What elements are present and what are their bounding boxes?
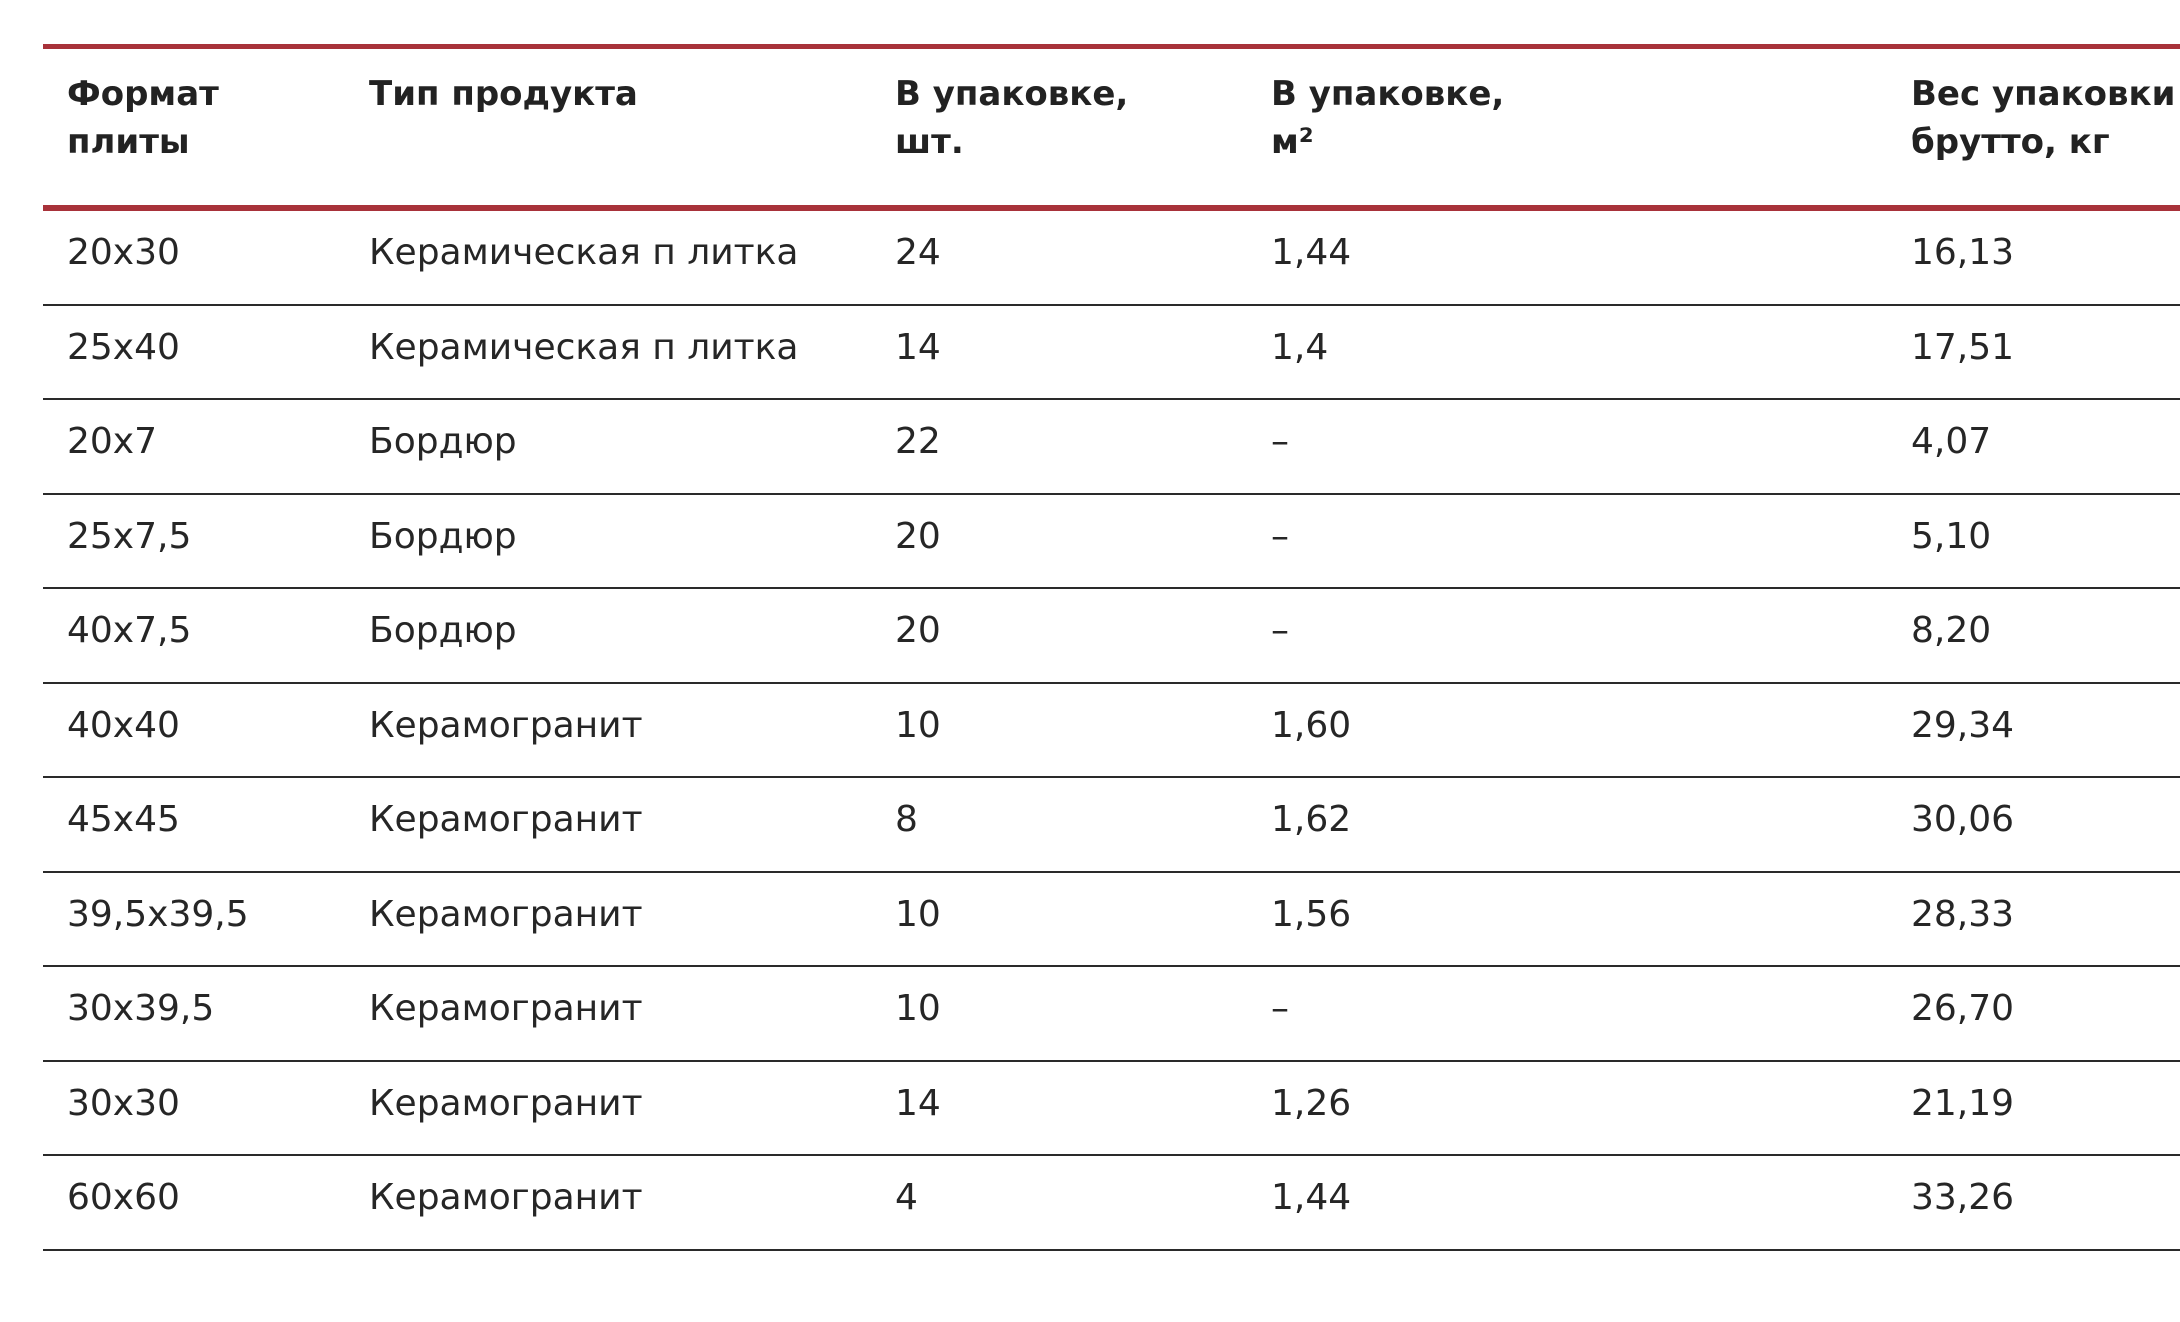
table-header-row: [43, 49, 2180, 205]
cell-product-type: Бордюр: [369, 610, 517, 651]
table-row: [43, 1062, 2180, 1157]
cell-weight: 4,07: [1911, 421, 1992, 462]
cell-product-type: Бордюр: [369, 421, 517, 462]
cell-format: 40х7,5: [67, 610, 192, 651]
cell-pieces: 14: [895, 1082, 941, 1124]
cell-format: 25х7,5: [67, 515, 192, 557]
table-row: [43, 495, 2180, 590]
cell-format: 25х40: [67, 326, 180, 368]
cell-format: 40х40: [67, 704, 180, 746]
cell-area: –: [1271, 515, 1289, 557]
cell-product-type: Бордюр: [369, 515, 517, 557]
table-row: [43, 778, 2180, 873]
cell-product-type: Керамогранит: [369, 893, 643, 935]
table-row: [43, 684, 2180, 779]
cell-weight: 21,19: [1911, 1082, 2015, 1124]
packaging-table: [43, 44, 2180, 1251]
cell-product-type: Керамогранит: [369, 704, 643, 746]
table-row: [43, 967, 2180, 1062]
cell-pieces: 20: [895, 515, 941, 557]
cell-area: 1,56: [1271, 893, 1352, 935]
cell-pieces: 10: [895, 704, 941, 746]
cell-pieces: 24: [895, 232, 941, 273]
table-row: [43, 1156, 2180, 1251]
cell-area: –: [1271, 988, 1289, 1029]
cell-format: 20х7: [67, 421, 158, 462]
header-pieces-per-pack: В упаковке, шт.: [895, 74, 1129, 162]
cell-weight: 16,13: [1911, 232, 2015, 273]
cell-weight: 8,20: [1911, 610, 1992, 651]
cell-weight: 5,10: [1911, 515, 1992, 557]
cell-pieces: 10: [895, 988, 941, 1029]
cell-product-type: Керамическая п литка: [369, 326, 799, 368]
cell-format: 39,5х39,5: [67, 893, 249, 935]
cell-area: 1,60: [1271, 704, 1352, 746]
cell-pieces: 20: [895, 610, 941, 651]
cell-format: 45х45: [67, 799, 180, 840]
cell-pieces: 22: [895, 421, 941, 462]
cell-product-type: Керамогранит: [369, 799, 643, 840]
cell-format: 60х60: [67, 1177, 180, 1218]
cell-product-type: Керамогранит: [369, 1177, 643, 1218]
table-row: [43, 589, 2180, 684]
cell-weight: 29,34: [1911, 704, 2015, 746]
cell-format: 30х30: [67, 1082, 180, 1124]
table-row: [43, 873, 2180, 968]
cell-area: 1,44: [1271, 232, 1352, 273]
cell-pieces: 8: [895, 799, 918, 840]
cell-pieces: 10: [895, 893, 941, 935]
header-format: Формат плиты: [67, 74, 219, 162]
cell-pieces: 4: [895, 1177, 918, 1218]
cell-area: 1,4: [1271, 326, 1329, 368]
cell-area: –: [1271, 421, 1289, 462]
table-row: [43, 306, 2180, 401]
cell-format: 20х30: [67, 232, 180, 273]
cell-weight: 33,26: [1911, 1177, 2015, 1218]
table-row: [43, 400, 2180, 495]
cell-area: –: [1271, 610, 1289, 651]
header-area-per-pack: В упаковке, м²: [1271, 74, 1505, 162]
cell-product-type: Керамическая п литка: [369, 232, 799, 273]
table-row: [43, 211, 2180, 306]
cell-weight: 26,70: [1911, 988, 2015, 1029]
header-gross-weight: Вес упаковки брутто, кг: [1911, 74, 2176, 162]
cell-weight: 30,06: [1911, 799, 2015, 840]
cell-area: 1,62: [1271, 799, 1352, 840]
cell-weight: 17,51: [1911, 326, 2015, 368]
cell-product-type: Керамогранит: [369, 1082, 643, 1124]
cell-product-type: Керамогранит: [369, 988, 643, 1029]
cell-pieces: 14: [895, 326, 941, 368]
cell-weight: 28,33: [1911, 893, 2015, 935]
cell-area: 1,44: [1271, 1177, 1352, 1218]
cell-area: 1,26: [1271, 1082, 1352, 1124]
header-product-type: Тип продукта: [369, 74, 638, 114]
cell-format: 30х39,5: [67, 988, 215, 1029]
